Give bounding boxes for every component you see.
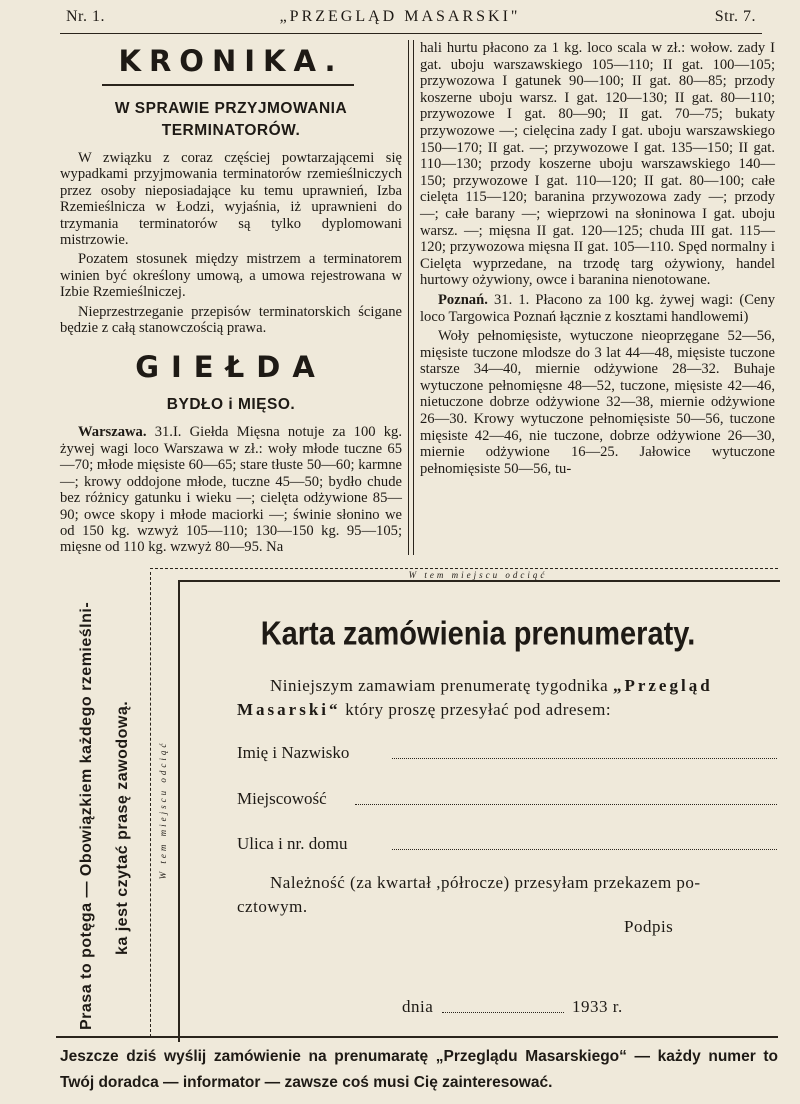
- kronika-heading: KRONIKA.: [118, 44, 344, 78]
- kronika-paragraph: Pozatem stosunek między mistrzem a terminatorem winien być określony umową, a umowa rejestrowana w Izbie Rzemieślniczej.: [60, 251, 402, 301]
- place-label: Miejscowość: [237, 789, 327, 808]
- place-input[interactable]: [355, 804, 777, 805]
- intro-magazine-1: „Przegląd: [612, 676, 713, 695]
- footer-rule: [56, 1036, 778, 1038]
- name-label: Imię i Nazwisko: [237, 743, 350, 762]
- column-separator: [408, 40, 414, 555]
- street-label: Ulica i nr. domu: [237, 834, 348, 853]
- intro-magazine-2: Masarski“: [237, 700, 341, 719]
- cut-line-side: [150, 572, 151, 1037]
- issue-number: Nr. 1.: [66, 8, 105, 25]
- warszawa-report: [60, 424, 402, 555]
- page-number: Str. 7.: [714, 8, 756, 25]
- street-input[interactable]: [392, 849, 777, 850]
- left-column: [60, 40, 402, 556]
- date-input[interactable]: [442, 1012, 564, 1013]
- order-intro: [270, 676, 713, 696]
- cut-hint-top: W tem miejscu odciąć: [408, 570, 548, 580]
- slogan-line-1: Prasa to potęga — Obowiązkiem każdego rzemieślni-: [78, 601, 95, 1030]
- poznan-report-prices: Woły pełnomięsiste, wytuczone nieoprzęgane 52—56, mięsiste tuczone mlodsze do 3 lat 44—48, mięsiste tuczone starsze 34—40, miernie odżywione 28—32. Buhaje wytuczone pełnomięsne 48—52, tuczone, mięsiste 42—46, nietuczone dobrze odżywione 32—38, miernie odżywione 26—30. Krowy wytuczone pełnomięsiste 50—56, tuczone mięsiste 42—46, nie tuczone, dobrze odżywione 26—30, miernie odżywione 16—25. Jałowice wytuczone pełnomięsiste 50—56, tu-: [420, 328, 775, 477]
- city-poznan: Poznań.: [438, 291, 488, 308]
- name-input[interactable]: [392, 758, 777, 759]
- kronika-paragraph: Nieprzestrzeganie przepisów terminatorskich ścigane będzie z całą stanowczością prawa.: [60, 303, 402, 337]
- order-form-title: Karta zamówienia prenumeraty.: [260, 615, 696, 653]
- right-column: [420, 40, 775, 477]
- payment-line-1: Należność (za kwartał ,półrocze) przesyłam przekazem po-: [270, 873, 701, 892]
- footer-text: Jeszcze dziś wyślij zamówienie na prenumaratę „Przeglądu Masarskiego“ — każdy numer to Twój doradca — informator — zawsze coś musi Cię zainteresować.: [60, 1048, 778, 1091]
- payment-line-2: cztowym.: [237, 897, 308, 916]
- market-report-continued: hali hurtu płacono za 1 kg. loco scala w zł.: wołow. zady I gat. uboju warszawskiego 105—110; II gat. 100—105; przywozowa I gatunek 90—100; II gat. 80—85; przody koszerne uboju warsz. I gat. 120—130; II gat. 80—110; przywozowe I gat. 80—90; II gat. 70—75; bukaty przywozowe —; cielęcina zady I gat. uboju warszawskiego 150—170; II gat. —; przywozowe I gat. 135—150; II gat. 110—130; przody koszerne uboju warszawskiego 140—150; przywozowe I gat. 110—120; II gat. 80—100; całe cielęta 115—120; baranina przywozowa zady —; przody —; całe barany —; wieprzowi na słoninowa I gat. uboju warsz. —; mięsna II gat. 120—125; chuda III gat. 115—120; przywozowa mięsna II gat. 105—110. Spęd normalny i Cielęta wyprzedane, na trzodę targ ożywiony, handel hurtowy ożywiony, owce i baranina nienotowane.: [420, 40, 775, 289]
- cut-hint-side: W tem miejscu odciąć: [158, 740, 168, 880]
- kronika-rule: [102, 84, 354, 86]
- year-label: 1933 r.: [572, 997, 623, 1016]
- city-warszawa: Warszawa.: [78, 424, 147, 441]
- warszawa-text: 31.I. Giełda Mięsna notuje za 100 kg. żywej wagi loco Warszawa w zł.: woły młode tuczne 65—70; młode mięsiste 60—65; stare tłuste 50—60; karmne —; krowy oddojone młode, tuczne 45—50; bydło chude bez różnicy gatunku i wieku —; cielęta odżywione 85—90; owce skopy i młode maciorki —; świnie słonino we od 150 kg. wzwyż 105—110; 130—150 kg. 95—105; mięsne od 110 kg. wzwyż 80—95. Na: [60, 424, 402, 556]
- vertical-slogan: [56, 560, 146, 1035]
- intro-start: Niniejszym zamawiam prenumeratę tygodnika: [270, 676, 609, 695]
- kronika-subheading: W SPRAWIE PRZYJMOWANIA TERMINATORÓW.: [114, 100, 348, 139]
- slogan-line-2: ka jest czytać prasę zawodową.: [114, 700, 131, 955]
- cut-line-top: [150, 568, 778, 569]
- kronika-paragraph: W związku z coraz częściej powtarzającemi się wypadkami przyjmowania terminatorów rzemieślniczych przez osoby nieposiadające ku temu uprawnień, Izba Rzemieślnicza w Łodzi, wyjaśnia, iż uprawnieni do trzymania terminatorów są tylko dyplomowani mistrzowie.: [60, 150, 402, 249]
- gielda-heading: GIEŁDA: [135, 350, 327, 385]
- header-rule: [60, 33, 762, 34]
- order-intro-line2: [237, 700, 611, 720]
- date-label: dnia: [402, 997, 434, 1016]
- signature-label: Podpis: [624, 917, 674, 936]
- poznan-report: [420, 292, 775, 325]
- magazine-name: „PRZEGLĄD MASARSKI": [279, 8, 521, 25]
- poznan-text: 31. 1. Płacono za 100 kg. żywej wagi: (Ceny loco Targowica Poznań łącznie z kosztami handlowemi): [420, 291, 775, 325]
- gielda-subheading: BYDŁO i MIĘSO.: [166, 396, 296, 414]
- intro-end: który proszę przesyłać pod adresem:: [345, 700, 612, 719]
